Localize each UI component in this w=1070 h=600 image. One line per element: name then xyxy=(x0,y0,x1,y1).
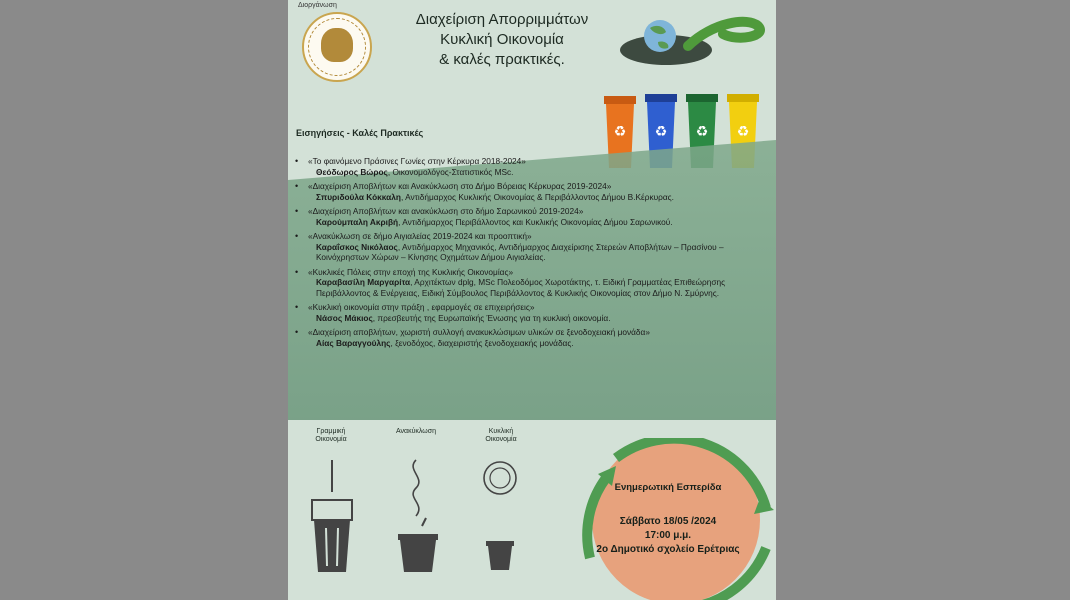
circular-economy-label: Κυκλική Οικονομία xyxy=(485,428,517,443)
speaker-name: Αίας Βαραγγούλης xyxy=(316,337,391,348)
globe-road-icon xyxy=(618,12,768,70)
svg-text:♻: ♻ xyxy=(695,124,709,140)
event-details xyxy=(588,482,748,557)
speaker-name: Καρούμπαλη Ακριβή xyxy=(316,216,399,227)
speaker-role: , Αντιδήμαρχος Περιβάλλοντος και Κυκλικής Οικονομίας Δήμου Σαρωνικού. xyxy=(398,216,673,227)
svg-text:♻: ♻ xyxy=(736,124,750,140)
section-heading: Εισηγήσεις - Καλές Πρακτικές xyxy=(296,128,424,138)
talk-item: • «Το φαινόμενο Πράσινες Γωνίες στην Κέρκυρα 2018-2024» Θεόδωρος Βώρος, Οικονομολόγος-Στατιστικός MSc. xyxy=(295,156,526,177)
speaker-role: , πρεσβευτής της Ευρωπαϊκής Ένωσης για τη κυκλική οικονομία. xyxy=(372,312,611,323)
organizer-label: Διοργάνωση xyxy=(298,2,337,9)
speaker-name: Καραβασίλη Μαργαρίτα xyxy=(316,277,411,287)
speaker-role: , ξενοδόχος, διαχειριστής ξενοδοχειακής μονάδας. xyxy=(390,337,574,348)
speaker-name: Καραΐσκος Νικόλαος xyxy=(316,241,398,252)
svg-text:♻: ♻ xyxy=(613,124,627,140)
talk-item: • «Διαχείριση Αποβλήτων και Ανακύκλωση στο Δήμο Βόρειας Κέρκυρας 2019-2024» Σπυριδούλα Κόκκαλη, Αντιδήμαρχος Κυκλικής Οικονομίας & Περιβάλλοντος Δήμου Β.Κέρκυρας. xyxy=(295,181,674,202)
recycling-label: Ανακύκλωση xyxy=(396,428,436,435)
event-title: Ενημερωτική Εσπερίδα xyxy=(614,482,722,493)
speaker-role: , Αντιδήμαρχος Κυκλικής Οικονομίας & Περιβάλλοντος Δήμου Β.Κέρκυρας. xyxy=(400,191,674,202)
event-date: Σάββατο 18/05 /2024 xyxy=(619,516,717,527)
recycling-economy-icon xyxy=(392,456,446,578)
event-venue: 2ο Δημοτικό σχολείο Ερέτριας xyxy=(596,544,740,555)
event-time: 17:00 μ.μ. xyxy=(644,530,692,541)
speaker-name: Νάσος Μάκιος xyxy=(316,312,373,323)
title-line-2: Κυκλική Οικονομία xyxy=(440,31,564,48)
talk-item: • «Διαχείριση αποβλήτων, χωριστή συλλογή ανακυκλώσιμων υλικών σε ξενοδοχειακή μονάδα» Αίας Βαραγγούλης, ξενοδόχος, διαχειριστής ξενοδοχειακής μονάδας. xyxy=(295,327,650,348)
linear-economy-icon xyxy=(306,456,366,578)
talk-item: • «Διαχείριση Αποβλήτων και ανακύκλωση στο δήμο Σαρωνικού 2019-2024» Καρούμπαλη Ακριβή, Αντιδήμαρχος Περιβάλλοντος και Κυκλικής Οικονομίας Δήμου Σαρωνικού. xyxy=(295,206,673,227)
speaker-name: Σπυριδούλα Κόκκαλη xyxy=(316,191,401,202)
talk-item: • «Κυκλικές Πόλεις στην εποχή της Κυκλικής Οικονομίας» Καραβασίλη Μαργαρίτα, Αρχιτέκτων dplg, MSc Πολεοδόμος Χωροτάκτης, τ. Ειδική Γραμματέας Επιθεώρησης Περιβάλλοντος & Ενέργειας, Ειδική Σύμβουλος Περιβάλλοντος & Κυκλικής Οικονομίας στον Δήμο Ν. Σμύρνης. xyxy=(295,266,726,298)
event-poster xyxy=(288,0,776,600)
talk-item: • «Ανακύκλωση σε δήμο Αιγιαλείας 2019-2024 και προοπτική» Καραΐσκος Νικόλαος, Αντιδήμαρχος Μηχανικός, Αντιδήμαρχος Διαχείρισης Στερεών Αποβλήτων – Πρασίνου – Κοινόχρηστων Χώρων – Κίνησης Οχημάτων Δήμου Αιγιαλείας. xyxy=(295,231,724,262)
organizer-logo xyxy=(302,12,372,82)
svg-text:♻: ♻ xyxy=(654,124,668,140)
linear-economy-label: Γραμμική Οικονομία xyxy=(315,428,347,443)
title-line-1: Διαχείριση Απορριμμάτων xyxy=(415,11,589,28)
poster-title xyxy=(392,10,612,70)
title-line-3: & καλές πρακτικές. xyxy=(439,51,565,68)
speaker-name: Θεόδωρος Βώρος xyxy=(316,166,388,177)
speaker-role: , Οικονομολόγος-Στατιστικός MSc. xyxy=(387,166,514,177)
circular-economy-icon xyxy=(478,456,534,578)
speaker-role: , Αρχιτέκτων dplg, MSc Πολεοδόμος Χωροτάκτης, τ. Ειδική Γραμματέας Επιθεώρησης Περιβάλλοντος & Ενέργειας, Ειδική Σύμβουλος Περιβάλλοντος & Κυκλικής Οικονομίας στον Δήμο Ν. Σμύρνης. xyxy=(316,277,726,298)
talks-list xyxy=(288,156,776,352)
economy-icons xyxy=(288,422,588,600)
talk-item: • «Κυκλική οικονομία στην πράξη , εφαρμογές σε επιχειρήσεις» Νάσος Μάκιος, πρεσβευτής της Ευρωπαϊκής Ένωσης για τη κυκλική οικονομία. xyxy=(295,302,611,323)
speaker-role: , Αντιδήμαρχος Μηχανικός, Αντιδήμαρχος Διαχείρισης Στερεών Αποβλήτων – Πρασίνου – Κοινόχρηστων Χώρων – Κίνησης Οχημάτων Δήμου Αιγιαλείας. xyxy=(316,241,724,262)
